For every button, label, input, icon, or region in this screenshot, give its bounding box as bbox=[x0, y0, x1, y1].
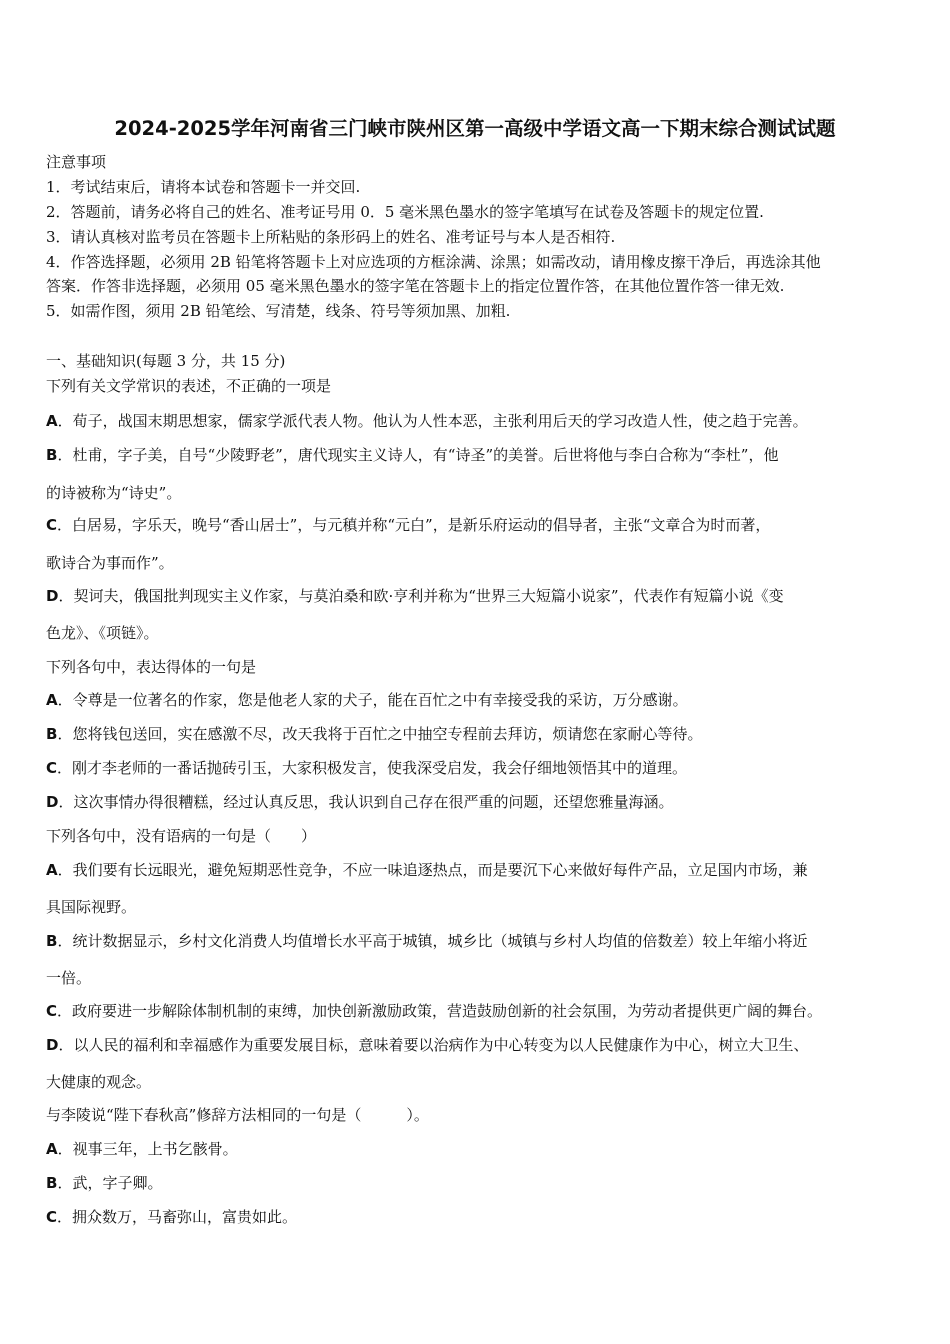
notice-line: 2．答题前，请务必将自己的姓名、准考证号用 0．5 毫米黑色墨水的签字笔填写在试卷及答题卡的规定位置. bbox=[46, 203, 764, 221]
question-stem: 下列各句中，没有语病的一句是（ ） bbox=[46, 827, 317, 845]
option-text: ．这次事情办得很糟糕，经过认真反思，我认识到自己存在很严重的问题，还望您雅量海涵。 bbox=[58, 793, 674, 811]
option-text: ．武，字子卿。 bbox=[57, 1174, 163, 1192]
option-continuation: 具国际视野。 bbox=[46, 898, 137, 916]
option-continuation: 一倍。 bbox=[46, 969, 92, 987]
option-text: ．令尊是一位著名的作家，您是他老人家的犬子，能在百忙之中有幸接受我的采访，万分感谢。 bbox=[57, 691, 688, 709]
notice-heading: 注意事项 bbox=[46, 153, 107, 171]
option-d bbox=[46, 1036, 808, 1054]
option-letter: C bbox=[46, 516, 58, 534]
page-title: 2024-2025学年河南省三门峡市陕州区第一高级中学语文高一下期末综合测试试题 bbox=[114, 117, 836, 140]
option-a bbox=[46, 861, 808, 879]
option-letter: D bbox=[46, 587, 59, 605]
notice-line: 5．如需作图，须用 2B 铅笔绘、写清楚，线条、符号等须加黑、加粗. bbox=[46, 302, 511, 320]
option-letter: D bbox=[46, 1036, 59, 1054]
option-text: ．您将钱包送回，实在感激不尽，改天我将于百忙之中抽空专程前去拜访，烦请您在家耐心等待。 bbox=[57, 725, 703, 743]
option-b bbox=[46, 932, 807, 950]
option-text: ．政府要进一步解除体制机制的束缚，加快创新激励政策，营造鼓励创新的社会氛围，为劳动者提供更广阔的舞台。 bbox=[57, 1002, 823, 1020]
option-text: ．白居易，字乐天，晚号“香山居士”，与元稹并称“元白”，是新乐府运动的倡导者，主张“文章合为时而著， bbox=[57, 516, 771, 534]
option-c bbox=[46, 759, 687, 777]
option-text: ．刚才李老师的一番话抛砖引玉，大家积极发言，使我深受启发，我会仔细地领悟其中的道理。 bbox=[57, 759, 688, 777]
option-b bbox=[46, 446, 778, 464]
option-letter: C bbox=[46, 1002, 58, 1020]
option-letter: B bbox=[46, 1174, 58, 1192]
option-letter: B bbox=[46, 932, 58, 950]
question-stem: 下列有关文学常识的表述，不正确的一项是 bbox=[46, 377, 332, 395]
option-text: ．统计数据显示，乡村文化消费人均值增长水平高于城镇，城乡比（城镇与乡村人均值的倍数差）较上年缩小将近 bbox=[57, 932, 808, 950]
option-letter: D bbox=[46, 793, 59, 811]
option-text: ．以人民的福利和幸福感作为重要发展目标，意味着要以治病作为中心转变为以人民健康作为中心，树立大卫生、 bbox=[58, 1036, 809, 1054]
notice-line: 4．作答选择题，必须用 2B 铅笔将答题卡上对应选项的方框涂满、涂黑；如需改动，请用橡皮擦干净后，再选涂其他 bbox=[46, 253, 821, 271]
question-stem: 下列各句中，表达得体的一句是 bbox=[46, 658, 257, 676]
option-d bbox=[46, 587, 784, 605]
option-letter: B bbox=[46, 725, 58, 743]
option-b bbox=[46, 725, 702, 743]
option-letter: A bbox=[46, 1140, 58, 1158]
notice-line: 1．考试结束后，请将本试卷和答题卡一并交回. bbox=[46, 178, 361, 196]
option-text: ．我们要有长远眼光，避免短期恶性竞争，不应一味追逐热点，而是要沉下心来做好每件产品，立足国内市场，兼 bbox=[57, 861, 808, 879]
option-b bbox=[46, 1174, 162, 1192]
option-a bbox=[46, 691, 688, 709]
option-continuation: 大健康的观念。 bbox=[46, 1073, 152, 1091]
option-text: ．契诃夫，俄国批判现实主义作家，与莫泊桑和欧·亨利并称为“世界三大短篇小说家”，代表作有短篇小说《变 bbox=[58, 587, 784, 605]
option-text: ．荀子，战国末期思想家，儒家学派代表人物。他认为人性本恶，主张利用后天的学习改造人性，使之趋于完善。 bbox=[57, 412, 808, 430]
option-a bbox=[46, 412, 808, 430]
option-text: ．杜甫，字子美，自号“少陵野老”，唐代现实主义诗人，有“诗圣”的美誉。后世将他与李白合称为“李杜”，他 bbox=[57, 446, 779, 464]
option-letter: A bbox=[46, 861, 58, 879]
option-letter: A bbox=[46, 412, 58, 430]
question-stem: 与李陵说“陛下春秋高”修辞方法相同的一句是（ ）。 bbox=[46, 1106, 429, 1124]
option-letter: A bbox=[46, 691, 58, 709]
option-continuation: 歌诗合为事而作”。 bbox=[46, 554, 174, 572]
option-text: ．拥众数万，马畜弥山，富贵如此。 bbox=[57, 1208, 298, 1226]
option-c bbox=[46, 1208, 297, 1226]
notice-line: 3．请认真核对监考员在答题卡上所粘贴的条形码上的姓名、准考证号与本人是否相符. bbox=[46, 228, 616, 246]
option-text: ．视事三年，上书乞骸骨。 bbox=[57, 1140, 238, 1158]
option-continuation: 的诗被称为“诗史”。 bbox=[46, 484, 182, 502]
option-c bbox=[46, 516, 770, 534]
option-letter: C bbox=[46, 759, 58, 777]
option-letter: B bbox=[46, 446, 58, 464]
option-d bbox=[46, 793, 673, 811]
option-c bbox=[46, 1002, 822, 1020]
option-letter: C bbox=[46, 1208, 58, 1226]
section-heading: 一、基础知识(每题 3 分，共 15 分) bbox=[46, 352, 286, 370]
option-continuation: 色龙》、《项链》。 bbox=[46, 624, 159, 642]
notice-line: 答案．作答非选择题，必须用 05 毫米黑色墨水的签字笔在答题卡上的指定位置作答，在其他位置作答一律无效. bbox=[46, 277, 785, 295]
option-a bbox=[46, 1140, 238, 1158]
